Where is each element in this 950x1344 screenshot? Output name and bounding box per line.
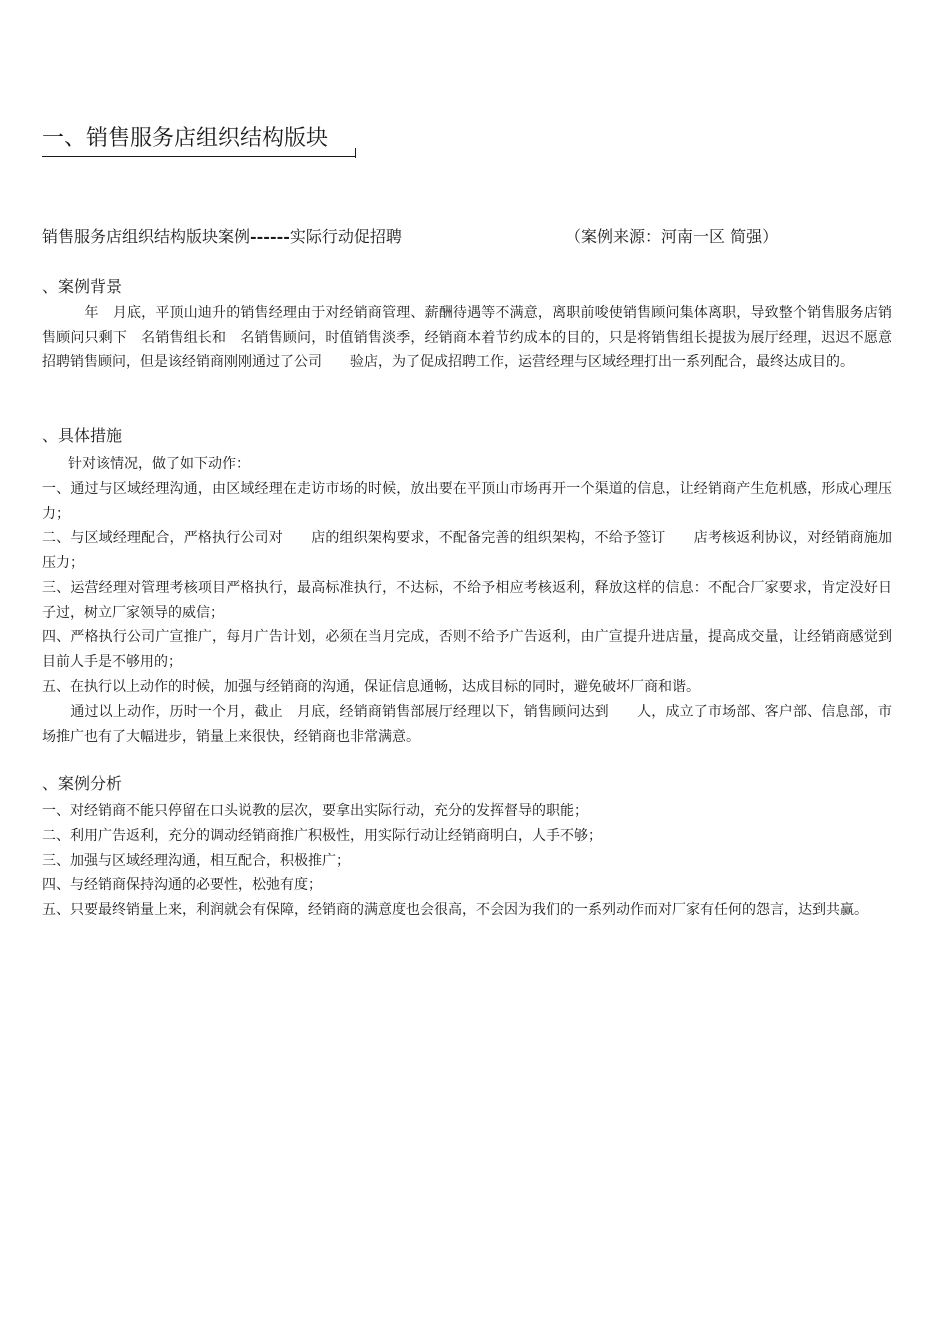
- measure-item: 二、与区域经理配合，严格执行公司对 店的组织架构要求，不配备完善的组织架构，不给予签订 店考核返利协议，对经销商施加压力；: [42, 530, 892, 571]
- measures-intro: 针对该情况，做了如下动作：: [68, 456, 250, 472]
- measure-item: 一、通过与区域经理沟通，由区域经理在走访市场的时候，放出要在平顶山市场再开一个渠道的信息，让经销商产生危机感，形成心理压力；: [42, 481, 892, 522]
- case-title: [42, 226, 922, 248]
- analysis-item: 一、对经销商不能只停留在口头说教的层次，要拿出实际行动，充分的发挥督导的职能；: [42, 803, 588, 819]
- analysis-item: 二、利用广告返利，充分的调动经销商推广积极性，用实际行动让经销商明白，人手不够；: [42, 828, 602, 844]
- main-title: 一、销售服务店组织结构版块: [42, 124, 356, 157]
- case-source: （案例来源：河南一区 简强）: [565, 227, 779, 246]
- analysis-item: 四、与经销商保持沟通的必要性，松弛有度；: [42, 877, 322, 893]
- case-title-suffix: 实际行动促招聘: [289, 227, 402, 246]
- case-title-prefix: 销售服务店组织结构版块案例: [42, 227, 251, 246]
- case-title-dashes: ------: [250, 227, 290, 246]
- measures-heading: 、具体措施: [42, 426, 123, 445]
- title-underline-tick: [355, 148, 356, 158]
- analysis-heading: 、案例分析: [42, 774, 123, 793]
- analysis-item: 五、只要最终销量上来，利润就会有保障，经销商的满意度也会很高，不会因为我们的一系列动作而对厂家有任何的怨言，达到共赢。: [42, 902, 868, 918]
- measures-result: 通过以上动作，历时一个月，截止 月底，经销商销售部展厅经理以下，销售顾问达到 人，成立了市场部、客户部、信息部，市场推广也有了大幅进步，销量上来很快，经销商也非常满意。: [42, 704, 892, 745]
- background-heading: 、案例背景: [42, 277, 123, 296]
- background-paragraph: 年 月底，平顶山迪升的销售经理由于对经销商管理、薪酬待遇等不满意，离职前唆使销售顾问集体离职，导致整个销售服务店销售顾问只剩下 名销售组长和 名销售顾问，时值销售淡季，经销商本着节约成本的目的，只是将销售组长提拔为展厅经理，迟迟不愿意招聘销售顾问，但是该经销商刚刚通过了公司 验店，为了促成招聘工作，运营经理与区域经理打出一系列配合，最终达成目的。: [42, 305, 892, 371]
- analysis-item: 三、加强与区域经理沟通，相互配合，积极推广；: [42, 853, 350, 869]
- measure-item: 四、严格执行公司广宣推广，每月广告计划，必须在当月完成，否则不给予广告返利，由广宣提升进店量，提高成交量，让经销商感觉到目前人手是不够用的；: [42, 629, 892, 670]
- measure-item: 三、运营经理对管理考核项目严格执行，最高标准执行，不达标，不给予相应考核返利，释放这样的信息：不配合厂家要求，肯定没好日子过，树立厂家领导的威信；: [42, 580, 892, 621]
- measure-item: 五、在执行以上动作的时候，加强与经销商的沟通，保证信息通畅，达成目标的同时，避免破坏厂商和谐。: [42, 679, 700, 695]
